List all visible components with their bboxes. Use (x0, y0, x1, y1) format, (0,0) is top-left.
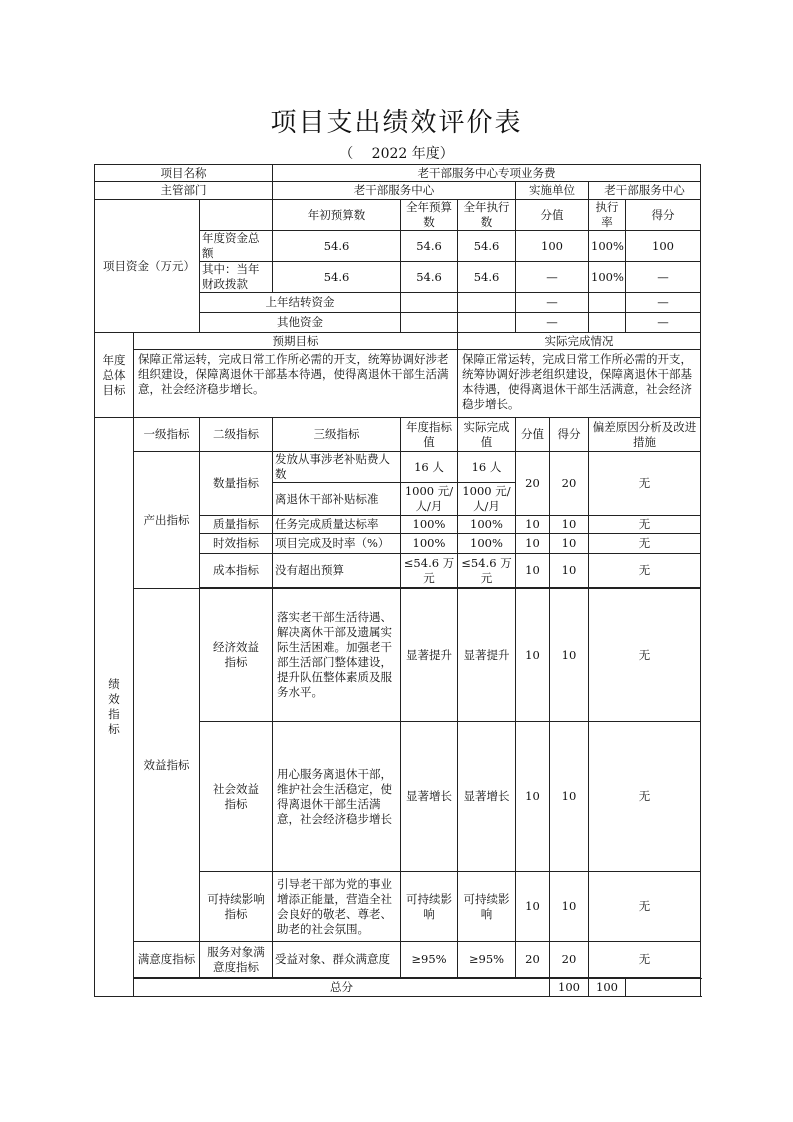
funds-header: 分值 (516, 200, 589, 231)
indicator-target: 显著提升 (401, 589, 458, 722)
benefit-label: 效益指标 (134, 589, 200, 942)
indicator-actual: 显著增长 (458, 722, 516, 872)
actual-goal-label: 实际完成情况 (458, 333, 701, 350)
funds-cell: 100 (626, 231, 701, 262)
perf-header: 分值 (516, 418, 550, 452)
indicator-actual: 100% (458, 516, 516, 534)
funds-cell: 54.6 (401, 262, 458, 293)
project-name: 老干部服务中心专项业务费 (273, 165, 701, 182)
indicator-target: 100% (401, 534, 458, 554)
indicator-target: ≤54.6 万元 (401, 554, 458, 588)
indicator-score: 10 (516, 722, 550, 872)
indicator-got: 10 (550, 534, 589, 554)
funds-cell: 54.6 (458, 262, 516, 293)
perf-header: 年度指标值 (401, 418, 458, 452)
funds-cell (458, 313, 516, 333)
actual-goal-text: 保障正常运转，完成日常工作所必需的开支，统筹协调好涉老组织建设，保障离退休干部基本待遇，使得离退休干部生活满意，社会经济稳步增长。 (458, 350, 701, 418)
funds-cell: — (626, 293, 701, 313)
l2-label: 社会效益指标 (200, 722, 273, 872)
funds-cell: — (626, 262, 701, 293)
goal-label: 年度总体目标 (95, 333, 134, 418)
l2-label: 服务对象满意度指标 (200, 942, 273, 978)
indicator-got: 10 (550, 589, 589, 722)
l1-label: 满意度指标 (134, 942, 200, 978)
indicator-score: 10 (516, 872, 550, 942)
funds-row-name: 其他资金 (200, 313, 401, 333)
l2-label: 质量指标 (200, 516, 273, 534)
expected-goal-text: 保障正常运转，完成日常工作所必需的开支，统筹协调好涉老组织建设，保障离退休干部基本待遇，使得离退休干部生活满意，社会经济稳步增长。 (134, 350, 458, 418)
indicator-note: 无 (589, 872, 701, 942)
output-label: 产出指标 (134, 452, 200, 589)
perf-label: 绩效指标 (95, 418, 134, 997)
perf-header: 一级指标 (134, 418, 200, 452)
indicator-note: 无 (589, 589, 701, 722)
total-label: 总分 (134, 979, 550, 997)
perf-header: 偏差原因分析及改进措施 (589, 418, 701, 452)
indicator-note: 无 (589, 452, 701, 516)
indicator-got: 10 (550, 554, 589, 588)
funds-cell (589, 313, 626, 333)
indicator-target: 1000 元/人/月 (401, 483, 458, 516)
indicator-name: 受益对象、群众满意度 (273, 942, 401, 978)
indicator-name: 引导老干部为党的事业增添正能量，营造全社会良好的敬老、尊老、助老的社会氛围。 (273, 872, 401, 942)
funds-cell: 100% (589, 262, 626, 293)
indicator-name: 没有超出预算 (273, 554, 401, 588)
total-note (626, 979, 701, 997)
funds-label: 项目资金（万元） (95, 200, 200, 333)
impl-value: 老干部服务中心 (589, 182, 701, 200)
indicator-target: 16 人 (401, 452, 458, 483)
funds-header: 得分 (626, 200, 701, 231)
funds-cell: 54.6 (458, 231, 516, 262)
funds-cell: — (516, 313, 589, 333)
l2-label: 可持续影响指标 (200, 872, 273, 942)
funds-cell: 100 (516, 231, 589, 262)
indicator-name: 发放从事涉老补贴费人数 (273, 452, 401, 483)
perf-header: 二级指标 (200, 418, 273, 452)
qty-label: 数量指标 (200, 452, 273, 516)
impl-label: 实施单位 (516, 182, 589, 200)
funds-header: 全年预算数 (401, 200, 458, 231)
indicator-actual: 100% (458, 534, 516, 554)
funds-header-blank (200, 200, 273, 231)
funds-cell (401, 313, 458, 333)
indicator-score: 10 (516, 534, 550, 554)
l2-label: 经济效益指标 (200, 589, 273, 722)
funds-cell: — (516, 293, 589, 313)
indicator-actual: 16 人 (458, 452, 516, 483)
indicator-got: 10 (550, 722, 589, 872)
indicator-note: 无 (589, 942, 701, 978)
funds-cell (589, 293, 626, 313)
l2-label: 成本指标 (200, 554, 273, 588)
funds-cell: 54.6 (273, 231, 401, 262)
indicator-score: 10 (516, 554, 550, 588)
funds-row-name: 其中：当年财政拨款 (200, 262, 273, 293)
indicator-got: 20 (550, 452, 589, 516)
funds-header: 执行率 (589, 200, 626, 231)
report-year: （ 2022 年度） (339, 146, 454, 162)
perf-header: 实际完成值 (458, 418, 516, 452)
funds-cell: — (516, 262, 589, 293)
page-title: 项目支出绩效评价表 (270, 108, 523, 138)
funds-cell: 100% (589, 231, 626, 262)
indicator-got: 20 (550, 942, 589, 978)
funds-header: 全年执行数 (458, 200, 516, 231)
funds-cell: — (626, 313, 701, 333)
funds-cell: 54.6 (401, 231, 458, 262)
funds-cell (401, 293, 458, 313)
total-got: 100 (589, 979, 626, 997)
indicator-score: 20 (516, 452, 550, 516)
project-name-label: 项目名称 (95, 165, 273, 182)
funds-cell: 54.6 (273, 262, 401, 293)
expected-goal-label: 预期目标 (134, 333, 458, 350)
funds-cell (458, 293, 516, 313)
indicator-score: 10 (516, 589, 550, 722)
dept-value: 老干部服务中心 (273, 182, 516, 200)
indicator-target: ≥95% (401, 942, 458, 978)
perf-header: 得分 (550, 418, 589, 452)
indicator-actual: 可持续影响 (458, 872, 516, 942)
indicator-actual: 显著提升 (458, 589, 516, 722)
indicator-name: 落实老干部生活待遇、解决离休干部及遗属实际生活困难。加强老干部生活部门整体建设，提升队伍整体素质及服务水平。 (273, 589, 401, 722)
perf-header: 三级指标 (273, 418, 401, 452)
indicator-note: 无 (589, 516, 701, 534)
indicator-target: 可持续影响 (401, 872, 458, 942)
indicator-name: 项目完成及时率（%） (273, 534, 401, 554)
indicator-actual: ≥95% (458, 942, 516, 978)
indicator-target: 100% (401, 516, 458, 534)
funds-header: 年初预算数 (273, 200, 401, 231)
l2-label: 时效指标 (200, 534, 273, 554)
indicator-actual: 1000 元/人/月 (458, 483, 516, 516)
indicator-name: 离退休干部补贴标准 (273, 483, 401, 516)
indicator-got: 10 (550, 872, 589, 942)
indicator-name: 用心服务离退休干部，维护社会生活稳定，使得离退休干部生活满意，社会经济稳步增长 (273, 722, 401, 872)
indicator-note: 无 (589, 554, 701, 588)
indicator-got: 10 (550, 516, 589, 534)
funds-row-name: 上年结转资金 (200, 293, 401, 313)
indicator-target: 显著增长 (401, 722, 458, 872)
indicator-note: 无 (589, 722, 701, 872)
dept-label: 主管部门 (95, 182, 273, 200)
performance-table (94, 164, 701, 997)
funds-row-name: 年度资金总额 (200, 231, 273, 262)
indicator-score: 10 (516, 516, 550, 534)
total-score: 100 (550, 979, 589, 997)
indicator-score: 20 (516, 942, 550, 978)
indicator-actual: ≤54.6 万元 (458, 554, 516, 588)
indicator-name: 任务完成质量达标率 (273, 516, 401, 534)
indicator-note: 无 (589, 534, 701, 554)
